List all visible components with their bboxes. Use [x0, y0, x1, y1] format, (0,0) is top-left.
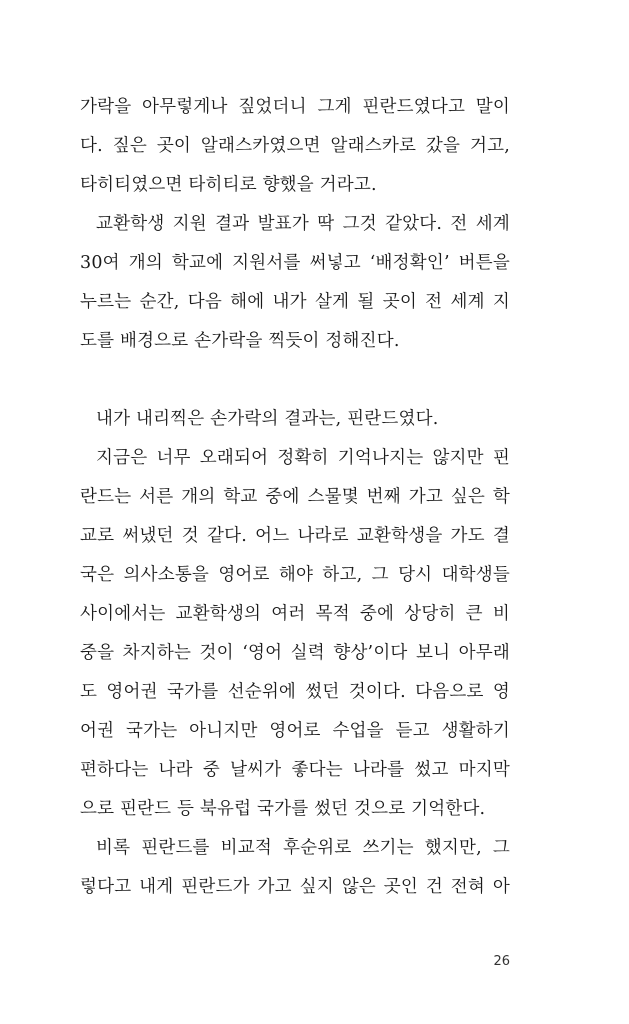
text-line: 사이에서는 교환학생의 여러 목적 중에 상당히 큰 비 — [80, 604, 510, 624]
paragraph — [80, 205, 510, 361]
paragraph — [80, 439, 510, 829]
text-line: 렇다고 내게 핀란드가 가고 싶지 않은 곳인 건 전혀 아 — [80, 877, 510, 897]
paragraph-gap — [80, 361, 510, 400]
text-line: 내가 내리찍은 손가락의 결과는, 핀란드였다. — [96, 409, 439, 429]
text-line: 비록 핀란드를 비교적 후순위로 쓰기는 했지만, 그 — [96, 838, 510, 858]
paragraph — [80, 829, 510, 907]
body-text — [80, 88, 510, 907]
text-line: 란드는 서른 개의 학교 중에 스물몇 번째 가고 싶은 학 — [80, 487, 510, 507]
text-line: 누르는 순간, 다음 해에 내가 살게 될 곳이 전 세계 지 — [80, 292, 510, 312]
text-line: 중을 차지하는 것이 ‘영어 실력 향상’이다 보니 아무래 — [80, 643, 510, 663]
text-line: 어권 국가는 아니지만 영어로 수업을 듣고 생활하기 — [80, 721, 510, 741]
page-number: 26 — [493, 954, 510, 969]
text-line: 다. 짚은 곳이 알래스카였으면 알래스카로 갔을 거고, — [80, 136, 510, 156]
text-line: 교로 써냈던 것 같다. 어느 나라로 교환학생을 가도 결 — [80, 526, 510, 546]
text-line: 30여 개의 학교에 지원서를 써넣고 ‘배정확인’ 버튼을 — [80, 253, 510, 273]
text-line: 가락을 아무렇게나 짚었더니 그게 핀란드였다고 말이 — [80, 97, 510, 117]
text-line: 교환학생 지원 결과 발표가 딱 그것 같았다. 전 세계 — [96, 214, 510, 234]
paragraph — [80, 400, 510, 439]
text-line: 편하다는 나라 중 날씨가 좋다는 나라를 썼고 마지막 — [80, 760, 510, 780]
text-line: 국은 의사소통을 영어로 해야 하고, 그 당시 대학생들 — [80, 565, 510, 585]
text-line: 지금은 너무 오래되어 정확히 기억나지는 않지만 핀 — [96, 448, 510, 468]
paragraph — [80, 88, 510, 205]
text-line: 도 영어권 국가를 선순위에 썼던 것이다. 다음으로 영 — [80, 682, 510, 702]
text-line: 타히티였으면 타히티로 향했을 거라고. — [80, 175, 377, 195]
text-line: 으로 핀란드 등 북유럽 국가를 썼던 것으로 기억한다. — [80, 799, 486, 819]
text-line: 도를 배경으로 손가락을 찍듯이 정해진다. — [80, 331, 400, 351]
